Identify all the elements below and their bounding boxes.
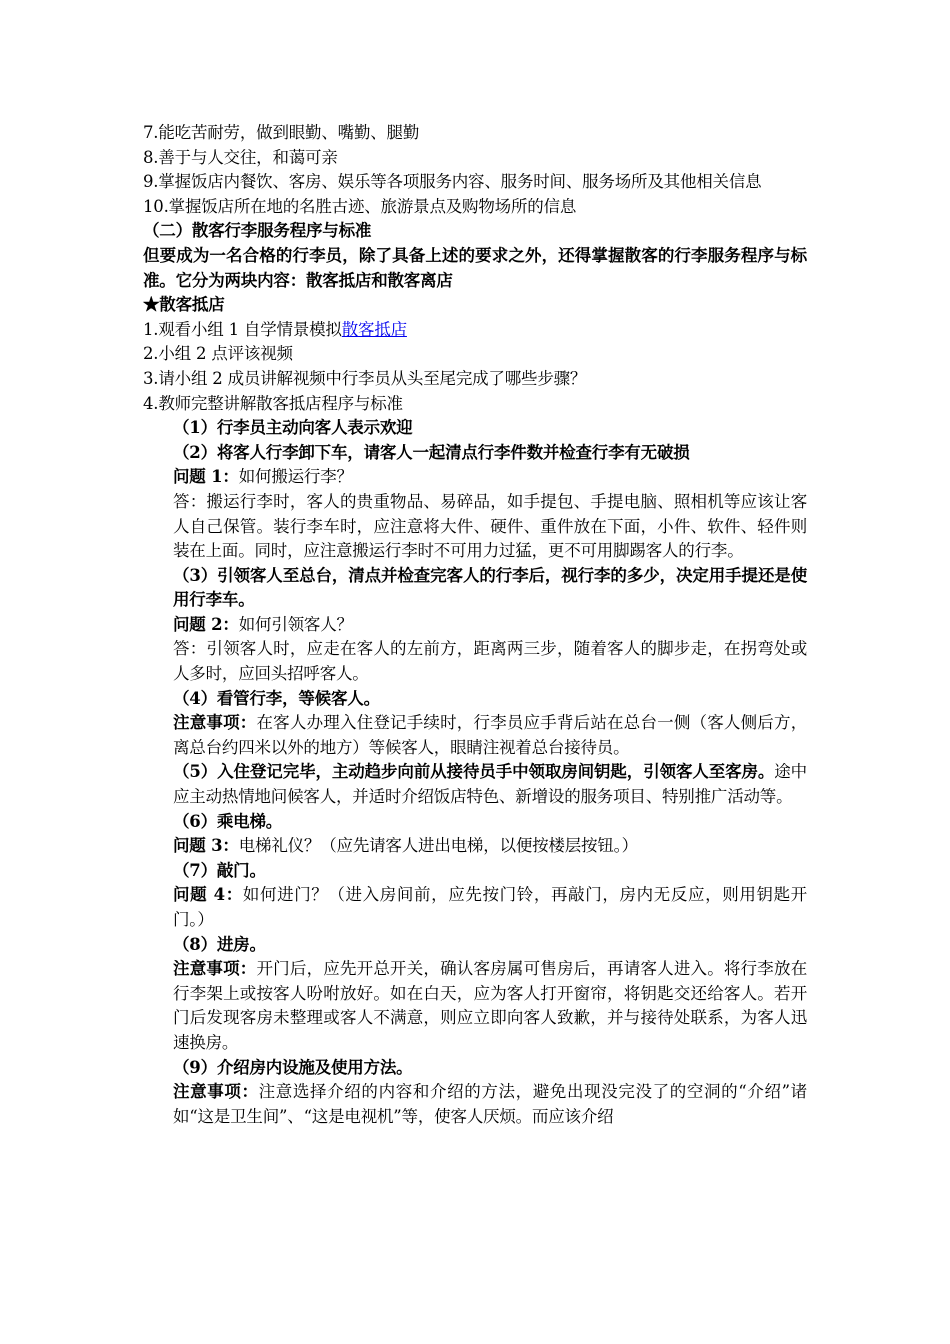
note-9-text: 注意选择介绍的内容和介绍的方法，避免出现没完没了的空洞的“介绍”诸如“这是卫生间”、“这是电视机”等，使客人厌烦。而应该介绍 (173, 1082, 807, 1126)
step-1: （1）行李员主动向客人表示欢迎 (173, 418, 413, 438)
section-intro: 但要成为一名合格的行李员，除了具备上述的要求之外，还得掌握散客的行李服务程序与标准。它分为两块内容：散客抵店和散客离店 (143, 245, 807, 290)
step-2: （2）将客人行李卸下车，请客人一起清点行李件数并检查行李有无破损 (173, 442, 690, 462)
question-2-label: 问题 2： (173, 614, 239, 634)
question-1-text: 如何搬运行李？ (238, 467, 353, 487)
question-1-label: 问题 1： (173, 467, 239, 487)
note-4 (173, 711, 807, 760)
question-3-text: 电梯礼仪？（应先请客人进出电梯，以便按楼层按钮。） (238, 836, 638, 856)
task-3: 3.请小组 2 成员讲解视频中行李员从头至尾完成了哪些步骤？ (143, 368, 587, 388)
note-8-text: 开门后，应先开总开关，确认客房属可售房后，再请客人进入。将行李放在行李架上或按客人吩咐放好。如在白天，应为客人打开窗帘，将钥匙交还给客人。若开门后发现客房未整理或客人不满意，则应立即向客人致歉，并与接待处联系，为客人迅速换房。 (173, 959, 807, 1052)
step-8: （8）进房。 (173, 934, 266, 954)
question-4-label: 问题 4： (173, 885, 243, 905)
task-1-text: 1.观看小组 1 自学情景模拟 (143, 319, 342, 339)
step-6: （6）乘电梯。 (173, 811, 283, 831)
question-2 (173, 613, 807, 638)
step-9: （9）介绍房内设施及使用方法。 (173, 1057, 413, 1077)
step-7: （7）敲门。 (173, 860, 266, 880)
question-4 (173, 883, 807, 932)
requirement-7: 7.能吃苦耐劳，做到眼勤、嘴勤、腿勤 (143, 123, 420, 142)
video-link[interactable]: 散客抵店 (341, 319, 407, 339)
answer-1: 答：搬运行李时，客人的贵重物品、易碎品，如手提包、手提电脑、照相机等应该让客人自己保管。装行李车时，应注意将大件、硬件、重件放在下面，小件、软件、轻件则装在上面。同时，应注意搬运行李时不可用力过猛，更不可用脚踢客人的行李。 (173, 491, 807, 561)
step-4: （4）看管行李，等候客人。 (173, 688, 380, 708)
note-4-text: 在客人办理入住登记手续时，行李员应手背后站在总台一侧（客人侧后方，离总台约四米以外的地方）等候客人，眼睛注视着总台接待员。 (173, 713, 807, 757)
answer-2: 答：引领客人时，应走在客人的左前方，距离两三步，随着客人的脚步走，在拐弯处或人多时，应回头招呼客人。 (173, 639, 807, 684)
step-5-bold: （5）入住登记完毕，主动趋步向前从接待员手中领取房间钥匙，引领客人至客房。 (173, 762, 775, 782)
note-8 (173, 957, 807, 1055)
task-4: 4.教师完整讲解散客抵店程序与标准 (143, 393, 403, 413)
note-9 (173, 1080, 807, 1129)
task-2: 2.小组 2 点评该视频 (143, 344, 293, 364)
requirement-8: 8.善于与人交往，和蔼可亲 (143, 147, 338, 167)
step-5 (173, 760, 807, 809)
star-heading: ★散客抵店 (143, 295, 225, 315)
requirement-9: 9.掌握饭店内餐饮、客房、娱乐等各项服务内容、服务时间、服务场所及其他相关信息 (143, 172, 762, 192)
task-1 (143, 318, 807, 343)
step-5-rest: 途中应主动热情地问候客人，并适时介绍饭店特色、新增设的服务项目、特别推广活动等。 (173, 762, 807, 807)
section-heading: （二）散客行李服务程序与标准 (143, 221, 372, 241)
note-9-label: 注意事项： (173, 1082, 259, 1102)
question-4-text: 如何进门？（进入房间前，应先按门铃，再敲门，房内无反应，则用钥匙开门。） (173, 885, 807, 929)
question-2-text: 如何引领客人？ (238, 614, 353, 634)
question-3 (173, 834, 807, 859)
note-8-label: 注意事项： (173, 959, 257, 979)
question-3-label: 问题 3： (173, 836, 239, 856)
step-3: （3）引领客人至总台，清点并检查完客人的行李后，视行李的多少，决定用手提还是使用行李车。 (173, 565, 807, 610)
question-1 (173, 465, 807, 490)
note-4-label: 注意事项： (173, 713, 257, 733)
procedure-steps (143, 416, 807, 1129)
requirement-10: 10.掌握饭店所在地的名胜古迹、旅游景点及购物场所的信息 (143, 196, 577, 216)
